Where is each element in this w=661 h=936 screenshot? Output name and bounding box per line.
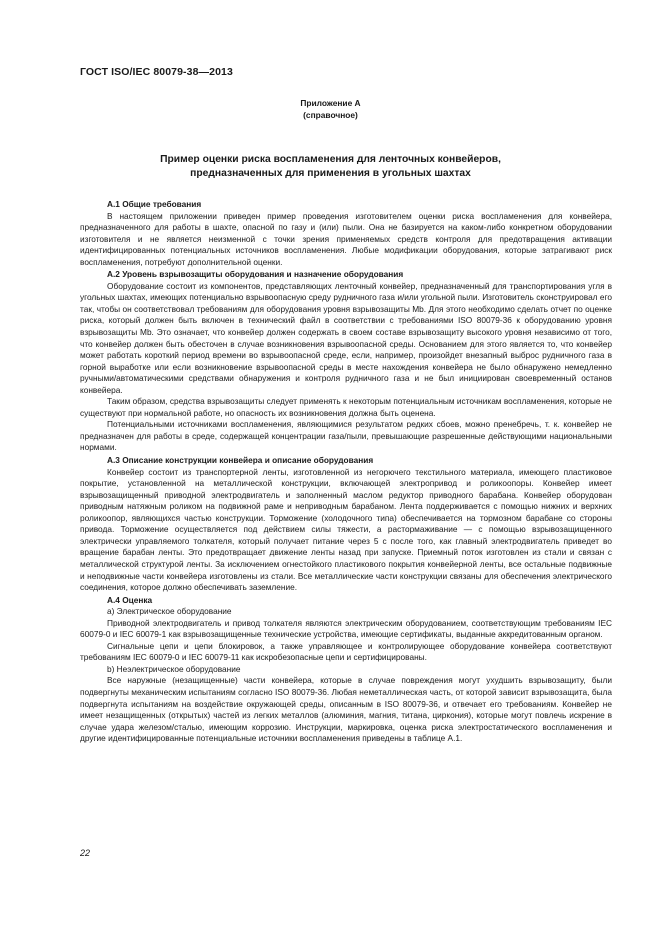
paragraph: Приводной электродвигатель и привод толкателя являются электрическим оборудованием, соответствующим требованиям IEC 60079-0 и IEC 60079-1 как взрывозащищенные технические устройства, имеющие сертификаты, выданные аккредитованным органом. xyxy=(80,617,612,640)
paragraph: Потенциальными источниками воспламенения, являющимися результатом редких сбоев, можно пренебречь, т. к. конвейер не предназначен для работы в среде, содержащей концентрации газа/пыли, превышающие разрешенные действующими национальными нормами. xyxy=(80,419,612,453)
section-heading-a2: А.2 Уровень взрывозащиты оборудования и назначение оборудования xyxy=(107,269,404,280)
annex-type: (справочное) xyxy=(303,109,358,120)
annex-title-line-2: предназначенных для применения в угольных шахтах xyxy=(190,168,471,179)
page-number: 22 xyxy=(80,848,91,858)
standard-header: ГОСТ ISO/IEC 80079-38—2013 xyxy=(80,66,233,78)
annex-heading xyxy=(0,98,661,121)
subsection-heading-b: b) Неэлектрическое оборудование xyxy=(107,663,241,674)
subsection-heading-a: а) Электрическое оборудование xyxy=(107,606,232,617)
annex-label: Приложение А xyxy=(300,98,361,108)
annex-title-line-1: Пример оценки риска воспламенения для ленточных конвейеров, xyxy=(160,154,501,165)
document-body xyxy=(80,198,612,745)
section-heading-a3: А.3 Описание конструкции конвейера и описание оборудования xyxy=(107,455,374,466)
paragraph: Таким образом, средства взрывозащиты следует применять к некоторым потенциальным источникам воспламенения, которые не существуют при нормальной работе, но опасность их возникновения должна быть оценена. xyxy=(80,396,612,418)
paragraph: Сигнальные цепи и цепи блокировок, а также управляющее и контролирующее оборудование конвейера соответствуют требованиям IEC 60079-0 и IEC 60079-11 как искробезопасные цепи и сертифицированы. xyxy=(80,640,612,663)
section-heading-a4: А.4 Оценка xyxy=(107,594,153,605)
annex-title xyxy=(0,153,661,181)
paragraph: Конвейер состоит из транспортерной ленты, изготовленной из негорючего текстильного материала, имеющего пластиковое покрытие, установленной на металлической конструкции, включающей электропривод и роликоопоры. Конвейер имеет взрывозащищенный приводной электродвигатель и заполненный маслом редуктор приводного барабана. Конвейер оборудован приводным натяжным роликом на подвижной раме и неприводным барабаном. Лента поддерживается с помощью нижних и верхних роликоопор, являющихся частью конструкции. Торможение (холодочного типа) обеспечивается на тормозном барабане со стороны привода. Торможение осуществляется под действием силы тяжести, а растормаживание — с помощью взрывозащищенного электрически управляемого толкателя, который получает питание через 5 с после того, как главный электродвигатель приведет во вращение барабан ленты. Это предотвращает движение ленты назад при запуске. Приемный поток изготовлен из стали и связан с металлической структурой ленты. За исключением огнестойкого пластикового покрытия конвейерной ленты, все остальные подвижные и неподвижные части конвейера изготовлены из стали. Все металлические части конструкции связаны для обеспечения электрического соединения, которое должно обеспечивать заземление. xyxy=(80,466,612,593)
paragraph: Все наружные (незащищенные) части конвейера, которые в случае повреждения могут ухудшить взрывозащиту, были подвергнуты механическим испытаниям согласно ISO 80079-36. Любая неметаллическая часть, от которой зависит взрывозащита, была подвергнута испытаниям на воздействие окружающей среды, описанным в ISO 80079-36, и отвечает его требованиям. Конвейер не имеет незащищенных (открытых) частей из легких металлов (алюминия, магния, титана, циркония), которые могут повлечь искрение в случае удара железом/сталью, имеющим коррозию. Инструкции, маркировка, оценка риска электростатического воспламенения и другие идентифицированные потенциальные источники воспламенения приведены в таблице А.1. xyxy=(80,675,612,744)
paragraph: Оборудование состоит из компонентов, представляющих ленточный конвейер, предназначенный для транспортирования угля в угольных шахтах, имеющих потенциально взрывоопасную среду рудничного газа и/или угольной пыли. Изготовитель сконструировал его так, чтобы он соответствовал требованиям для оборудования уровня взрывозащиты Mb. Для этого необходимо сделать отчет по оценке риска, который должен быть включен в технический файл в соответствии с требованиями ISO 80079-36 к оборудованию уровня взрывозащиты Mb. Это означает, что конвейер должен содержать в своем составе взрывозащиту высокого уровня независимо от того, что конвейер должен быть обесточен в случае возникновения взрывоопасной среды. Основанием для этого является то, что конвейер может работать короткий период времени во взрывоопасной среде, если, например, произойдет внезапный выброс рудничного газа в горной выработке или если возникновение взрывоопасной среды в месте нахождения конвейера не было обнаружено немедленно ручными/автоматическими средствами обнаружения и контроля рудничного газа и не был инициирован своевременный останов конвейера. xyxy=(80,280,612,395)
section-heading-a1: А.1 Общие требования xyxy=(107,199,202,209)
paragraph: В настоящем приложении приведен пример проведения изготовителем оценки риска воспламенения для конвейера, предназначенного для работы в шахте, опасной по газу и (или) пыли. Она не базируется на каком-либо конкретном оборудовании изготовителя и не является неизменной с точки зрения применяемых средств контроля для предотвращения активации идентифицированных потенциальных источников воспламенения. Любые модификации оборудования, которые затрагивают риск воспламенения, потребуют дополнительной оценки. xyxy=(80,210,612,267)
